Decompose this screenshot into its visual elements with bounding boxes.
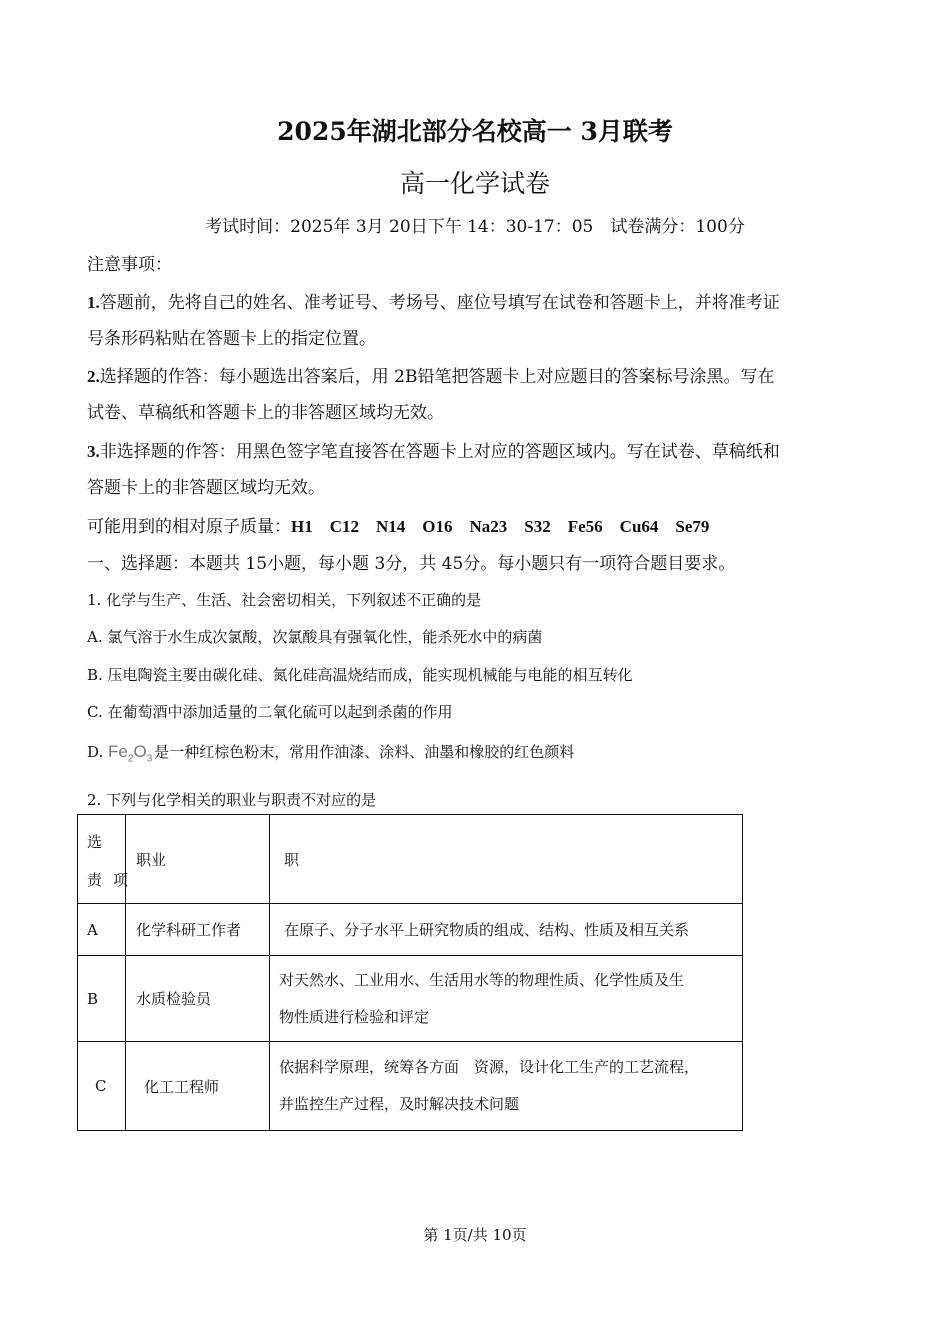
row-c-option-text: C bbox=[95, 1077, 107, 1095]
question-2-stem: 2. 下列与化学相关的职业与职责不对应的是 bbox=[87, 791, 377, 809]
row-b-option-text: B bbox=[87, 989, 99, 1008]
row-c-duty bbox=[270, 1042, 743, 1131]
note-3-number: 3. bbox=[87, 442, 100, 461]
question-1-stem: 1. 化学与生产、生活、社会密切相关，下列叙述不正确的是 bbox=[87, 591, 482, 609]
formula-o: O bbox=[133, 742, 147, 761]
row-a-duty-text: 在原子、分子水平上研究物质的组成、结构、性质及相互关系 bbox=[284, 921, 690, 939]
table-header-row bbox=[78, 815, 743, 904]
note-2-text: 选择题的作答：每小题选出答案后，用 2B铅笔把答题卡上对应题目的答案标号涂黑。写在 bbox=[99, 367, 775, 387]
note-1-text: 答题前，先将自己的姓名、准考证号、考场号、座位号填写在试卷和答题卡上，并将准考证 bbox=[99, 293, 780, 313]
row-a-option-text: A bbox=[87, 920, 98, 939]
table-row bbox=[78, 1042, 743, 1131]
atomic-masses-label: 可能用到的相对原子质量： bbox=[87, 517, 291, 537]
header-option-char-1: 选 bbox=[87, 833, 103, 851]
row-c-option bbox=[78, 1042, 126, 1131]
jobs-table bbox=[77, 814, 743, 1131]
row-a-job-text: 化学科研工作者 bbox=[136, 921, 242, 939]
fe2o3-formula bbox=[108, 742, 152, 764]
table-row bbox=[78, 956, 743, 1042]
header-duty-char-2: 责 bbox=[87, 871, 103, 889]
formula-fe: Fe bbox=[108, 742, 128, 761]
row-c-duty-line1: 依据科学原理，统筹各方面 资源，设计化工生产的工艺流程， bbox=[279, 1058, 700, 1076]
header-job: 职业 bbox=[136, 850, 167, 869]
question-1-option-d bbox=[87, 741, 574, 764]
note-1-line2: 号条形码粘贴在答题卡上的指定位置。 bbox=[87, 329, 376, 349]
notes-heading: 注意事项： bbox=[87, 255, 172, 275]
exam-subtitle: 高一化学试卷 bbox=[399, 169, 550, 198]
note-1-number: 1. bbox=[87, 293, 100, 312]
note-2-number: 2. bbox=[87, 367, 100, 386]
question-1-option-a: A. 氯气溶于水生成次氯酸，次氯酸具有强氧化性，能杀死水中的病菌 bbox=[87, 628, 543, 646]
note-1-line1 bbox=[87, 288, 780, 313]
row-c-duty-line2: 并监控生产过程，及时解决技术问题 bbox=[279, 1095, 520, 1113]
question-1-option-c: C. 在葡萄酒中添加适量的二氧化硫可以起到杀菌的作用 bbox=[87, 703, 453, 721]
section-1-heading: 一、选择题：本题共 15小题，每小题 3分，共 45分。每小题只有一项符合题目要求。 bbox=[87, 554, 736, 574]
exam-title: 2025年湖北部分名校高一 3月联考 bbox=[277, 117, 673, 146]
exam-info: 考试时间：2025年 3月 20日下午 14：30-17：05 试卷满分：100分 bbox=[205, 217, 745, 237]
header-job-cell bbox=[126, 815, 270, 904]
note-2-line1 bbox=[87, 362, 774, 387]
option-d-label: D. bbox=[87, 743, 104, 761]
row-a-job bbox=[126, 904, 270, 956]
header-duty-cell bbox=[270, 815, 743, 904]
question-1-option-b: B. 压电陶瓷主要由碳化硅、氮化硅高温烧结而成，能实现机械能与电能的相互转化 bbox=[87, 666, 633, 684]
row-a-duty bbox=[270, 904, 743, 956]
atomic-masses-values: H1 C12 N14 O16 Na23 S32 Fe56 Cu64 Se79 bbox=[291, 517, 710, 536]
row-b-duty bbox=[270, 956, 743, 1042]
note-3-text: 非选择题的作答：用黑色签字笔直接答在答题卡上对应的答题区域内。写在试卷、草稿纸和 bbox=[99, 442, 780, 462]
row-b-job bbox=[126, 956, 270, 1042]
header-duty: 职 bbox=[284, 850, 300, 869]
row-c-job bbox=[126, 1042, 270, 1131]
note-2-line2: 试卷、草稿纸和答题卡上的非答题区域均无效。 bbox=[87, 403, 444, 423]
row-b-duty-line2: 物性质进行检验和评定 bbox=[279, 1007, 430, 1026]
atomic-masses-line bbox=[87, 512, 709, 537]
header-option-char-2: 项 bbox=[113, 871, 129, 889]
row-a-option bbox=[78, 904, 126, 956]
row-c-job-text: 化工工程师 bbox=[144, 1077, 220, 1096]
formula-sub-2: 2 bbox=[127, 753, 134, 765]
formula-sub-3: 3 bbox=[146, 753, 153, 765]
row-b-job-text: 水质检验员 bbox=[136, 990, 212, 1008]
note-3-line2: 答题卡上的非答题区域均无效。 bbox=[87, 478, 325, 498]
header-option-cell bbox=[78, 815, 129, 904]
row-b-duty-line1: 对天然水、工业用水、生活用水等的物理性质、化学性质及生 bbox=[279, 970, 685, 989]
row-b-option bbox=[78, 956, 126, 1042]
option-d-text: 是一种红棕色粉末，常用作油漆、涂料、油墨和橡胶的红色颜料 bbox=[154, 743, 575, 761]
note-3-line1 bbox=[87, 437, 780, 462]
table-row bbox=[78, 904, 743, 956]
page-footer: 第 1页/共 10页 bbox=[423, 1226, 527, 1244]
